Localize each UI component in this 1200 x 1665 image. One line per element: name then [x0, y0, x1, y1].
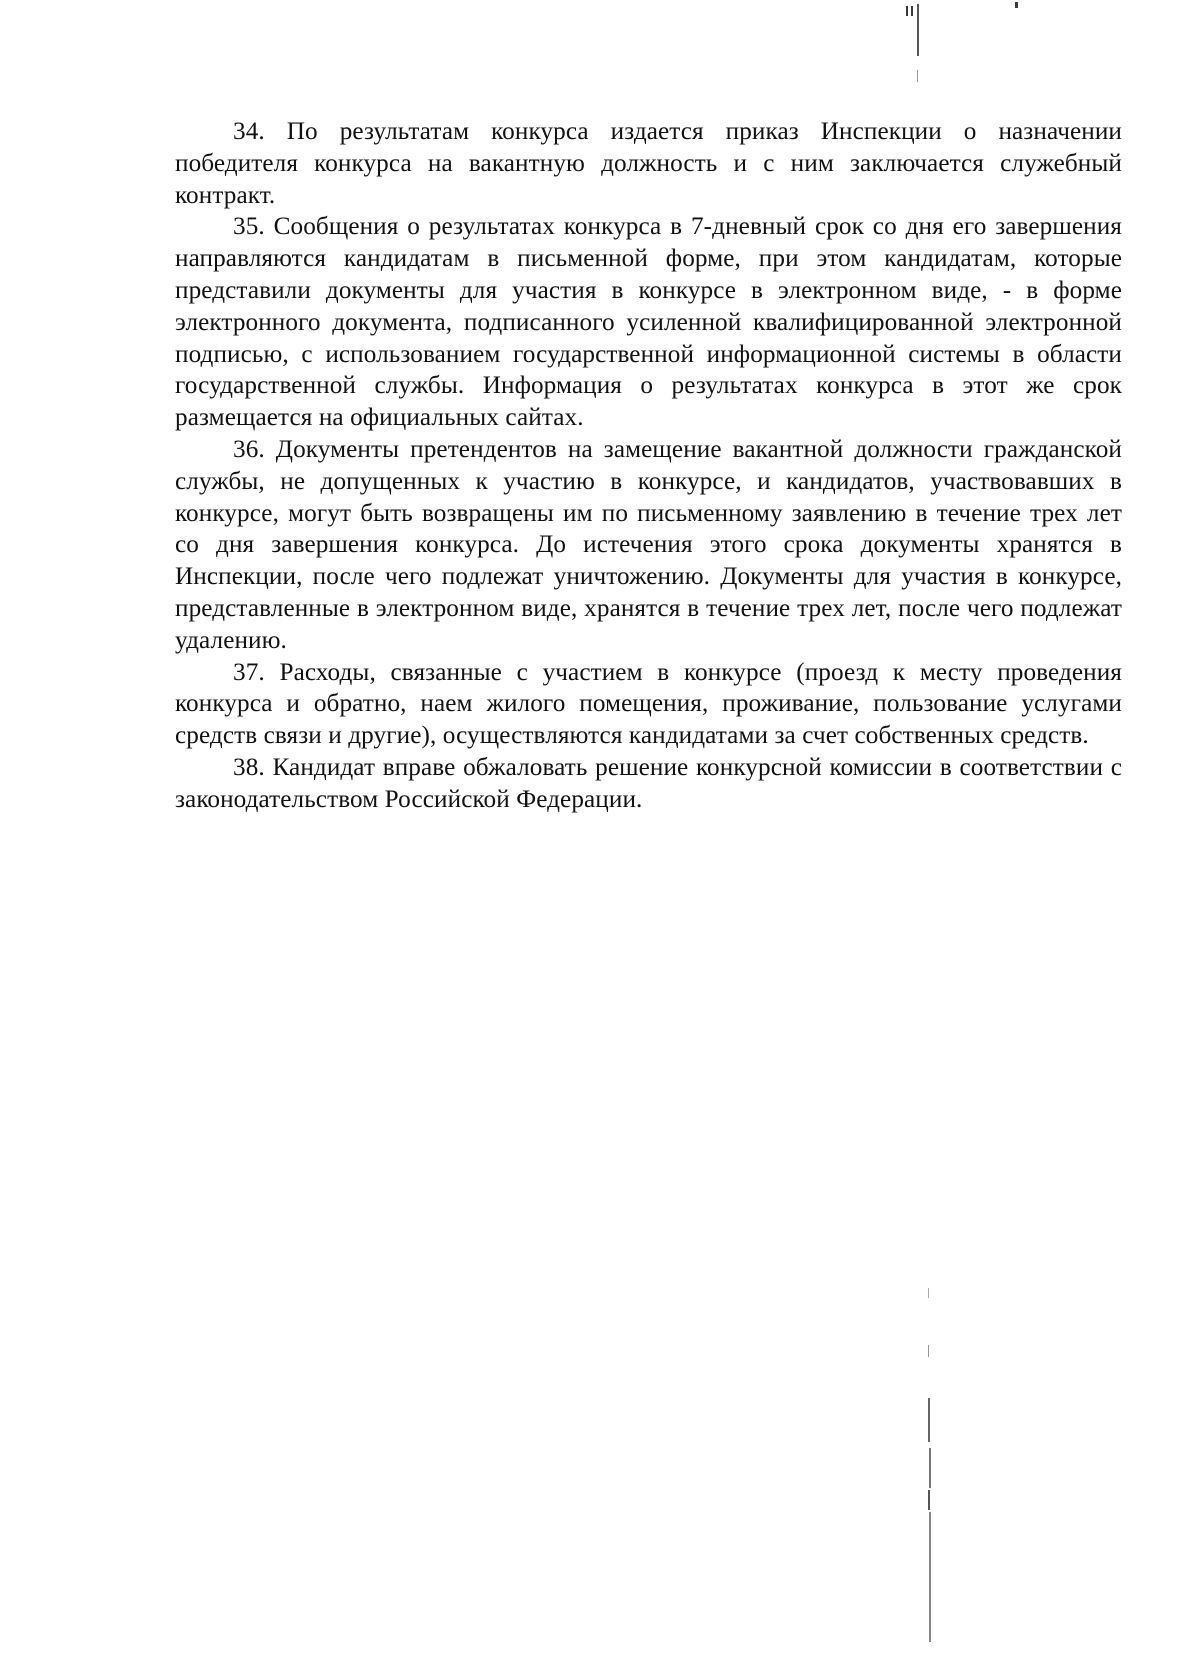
scan-artifact	[929, 1448, 931, 1488]
scan-artifact	[917, 70, 918, 82]
scan-artifact	[906, 6, 908, 16]
scan-artifact	[928, 1345, 929, 1357]
paragraph-38: 38. Кандидат вправе обжаловать решение конкурсной комиссии в соответствии с законодательством Российской Федерации.	[175, 753, 1122, 813]
scan-artifact	[928, 1490, 930, 1510]
document-body	[175, 116, 1122, 816]
scan-artifact	[928, 1288, 929, 1298]
scan-artifact	[1015, 2, 1018, 8]
scan-artifact	[929, 1512, 931, 1642]
paragraph-37: 37. Расходы, связанные с участием в конкурсе (проезд к месту проведения конкурса и обратно, наем жилого помещения, проживание, пользование услугами средств связи и другие), осуществляются кандидатами за счет собственных средств.	[175, 658, 1122, 750]
scan-artifact	[917, 4, 919, 56]
scan-artifact	[911, 6, 913, 16]
paragraph-36: 36. Документы претендентов на замещение вакантной должности гражданской службы, не допущенных к участию в конкурсе, и кандидатов, участвовавших в конкурсе, могут быть возвращены им по письменному заявлению в течение трех лет со дня завершения конкурса. До истечения этого срока документы хранятся в Инспекции, после чего подлежат уничтожению. Документы для участия в конкурсе, представленные в электронном виде, хранятся в течение трех лет, после чего подлежат удалению.	[175, 435, 1122, 654]
paragraph-34: 34. По результатам конкурса издается приказ Инспекции о назначении победителя конкурса на вакантную должность и с ним заключается служебный контракт.	[175, 118, 1122, 209]
scan-artifact	[928, 1398, 930, 1442]
paragraph-35: 35. Сообщения о результатах конкурса в 7-дневный срок со дня его завершения направляются кандидатам в письменной форме, при этом кандидатам, которые представили документы для участия в конкурсе в электронном виде, - в форме электронного документа, подписанного усиленной квалифицированной электронной подписью, с использованием государственной информационной системы в области государственной службы. Информация о результатах конкурса в этот же срок размещается на официальных сайтах.	[175, 213, 1122, 432]
